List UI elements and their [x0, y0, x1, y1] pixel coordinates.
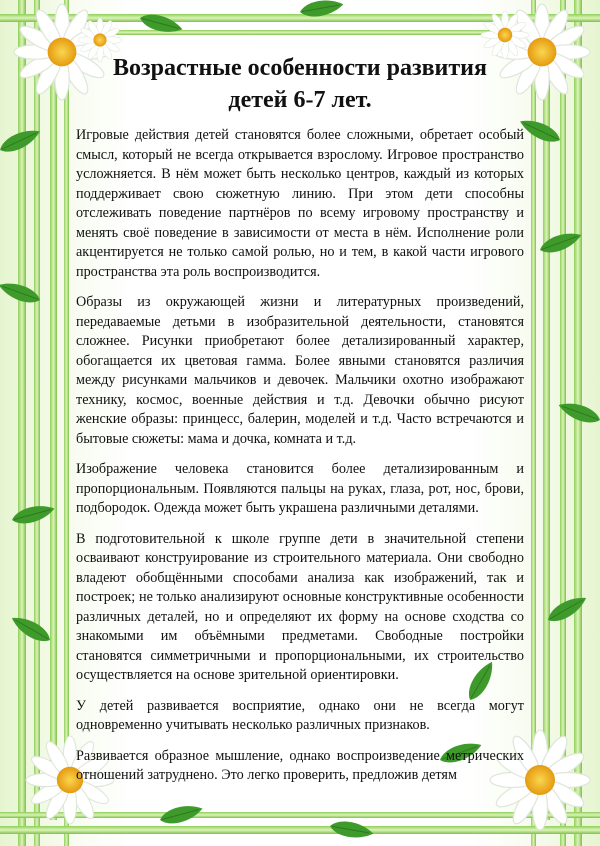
page-title — [70, 52, 530, 116]
article-body — [76, 126, 524, 838]
paragraph-play: Игровые действия детей становятся более сложными, обретает особый смысл, который не всегда открывается взрослому. Игровое пространство усложняется. В нём может быть несколько центров, каждый из которых поддерживает свою сюжетную линию. При этом дети способны отслеживать поведение партнёров по всему игровому пространству и менять своё поведение в зависимости от места в нём. Исполнение роли акцентируется не только самой ролью, но и тем, в какой части игрового пространства эта роль воспроизводится. — [76, 127, 524, 280]
paragraph-perception: У детей развивается восприятие, однако они не всегда могут одновременно учитывать несколько различных признаков. — [76, 697, 524, 733]
paragraph-thinking: Развивается образное мышление, однако воспроизведение метрических отношений затруднено. Это легко проверить, предложив детям — [76, 747, 524, 783]
paragraph-construction: В подготовительной к школе группе дети в значительной степени осваивают конструирование из строительного материала. Они свободно владеют обобщёнными способами анализа как изображений, так и построек; не только анализируют основные конструктивные особенности различных деталей, но и определяют их форму на основе сходства со знакомыми им объёмными предметами. Свободные постройки становятся симметричными и пропорциональными, их строительство осуществляется на основе зрительной ориентировки. — [76, 530, 524, 683]
title-line-2: детей 6-7 лет. — [228, 87, 372, 113]
title-line-1: Возрастные особенности развития — [113, 55, 487, 81]
paragraph-drawing: Образы из окружающей жизни и литературных произведений, передаваемые детьми в изобразительной деятельности, становятся сложнее. Рисунки приобретают более детализированный характер, обогащается их цветовая гамма. Более явными становятся различия между рисунками мальчиков и девочек. Мальчики охотно изображают технику, космос, военные действия и т.д. Девочки обычно рисуют женские образы: принцесс, балерин, моделей и т.д. Часто встречаются и бытовые сюжеты: мама и дочка, комната и т.д. — [76, 294, 524, 447]
paragraph-human-image: Изображение человека становится более детализированным и пропорциональным. Появляются пальцы на руках, глаза, рот, нос, брови, подбородок. Одежда может быть украшена различными деталями. — [76, 461, 524, 516]
